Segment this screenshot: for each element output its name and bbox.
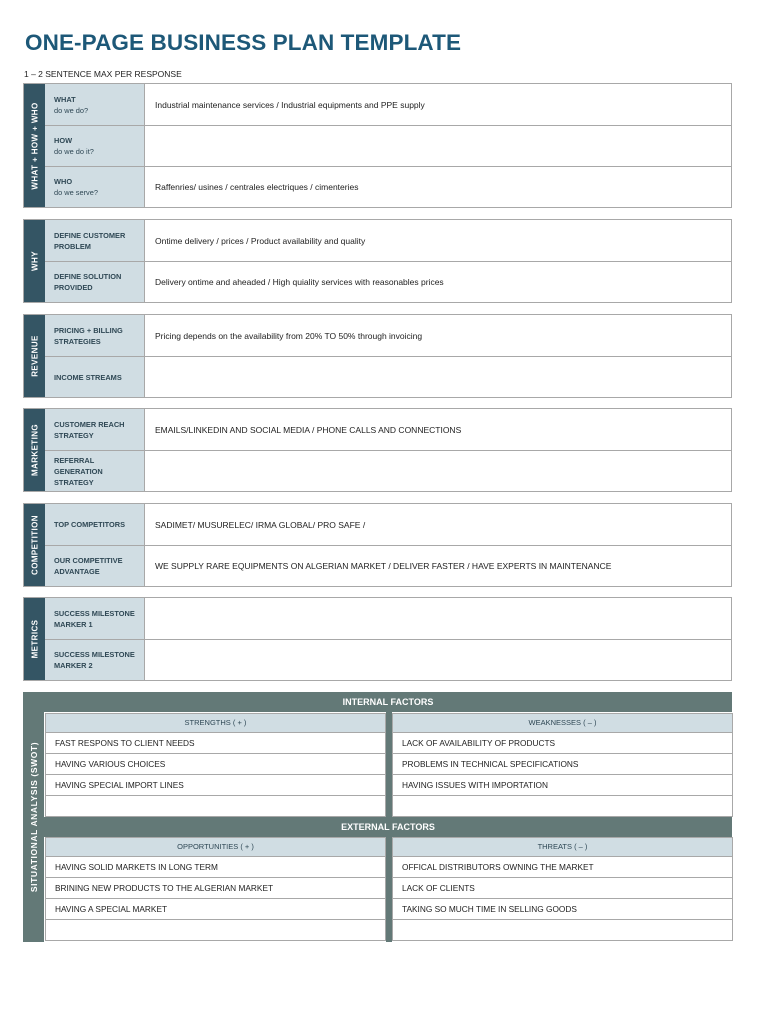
opportunity-item[interactable]: HAVING SOLID MARKETS IN LONG TERM [45, 857, 386, 878]
response-field-who[interactable]: Raffenries/ usines / centrales electriques / cimenteries [155, 182, 359, 192]
strength-item[interactable]: HAVING VARIOUS CHOICES [45, 754, 386, 775]
section-label-text: COMPETITION [30, 515, 39, 575]
opportunities-header: OPPORTUNITIES ( + ) [45, 837, 386, 857]
response-field-milestone-2[interactable] [145, 640, 731, 680]
form-row [45, 261, 731, 302]
weakness-item[interactable]: LACK OF AVAILABILITY OF PRODUCTS [392, 733, 733, 754]
form-row [45, 166, 731, 207]
response-field-milestone-1[interactable] [145, 598, 731, 639]
row-label: CUSTOMER REACH STRATEGY [45, 409, 145, 450]
row-label: DEFINE SOLUTION PROVIDED [45, 262, 145, 302]
external-factors-header: EXTERNAL FACTORS [44, 817, 732, 837]
strengths-header: STRENGTHS ( + ) [45, 713, 386, 733]
weakness-item[interactable]: PROBLEMS IN TECHNICAL SPECIFICATIONS [392, 754, 733, 775]
form-row [45, 356, 731, 397]
section-label-text: MARKETING [30, 423, 39, 477]
response-field-customer-problem[interactable]: Ontime delivery / prices / Product availability and quality [155, 235, 366, 246]
section-label [24, 315, 45, 397]
response-field-how[interactable] [145, 126, 731, 166]
weakness-item[interactable] [392, 796, 733, 817]
section-metrics [23, 597, 732, 681]
row-label: PRICING + BILLING STRATEGIES [45, 315, 145, 356]
row-label [45, 167, 145, 207]
threat-item[interactable]: TAKING SO MUCH TIME IN SELLING GOODS [392, 899, 733, 920]
section-marketing [23, 408, 732, 492]
form-row [45, 220, 731, 261]
section-label-text: WHY [30, 251, 39, 271]
row-label [45, 126, 145, 166]
row-label [45, 84, 145, 125]
strengths-column [45, 713, 386, 817]
response-field-customer-reach[interactable]: EMAILS/LINKEDIN AND SOCIAL MEDIA / PHONE CALLS AND CONNECTIONS [155, 424, 462, 435]
row-label-title: HOW [54, 136, 73, 145]
form-row [45, 84, 731, 125]
row-label: TOP COMPETITORS [45, 504, 145, 545]
form-row [45, 125, 731, 166]
section-why [23, 219, 732, 303]
response-field-advantage[interactable]: WE SUPPLY RARE EQUIPMENTS ON ALGERIAN MARKET / DELIVER FASTER / HAVE EXPERTS IN MAINTENANCE [155, 561, 612, 571]
opportunities-column [45, 837, 386, 941]
instruction-text: 1 – 2 SENTENCE MAX PER RESPONSE [24, 69, 182, 79]
strength-item[interactable]: HAVING SPECIAL IMPORT LINES [45, 775, 386, 796]
swot-label [23, 692, 44, 942]
row-label-sub: do we do it? [54, 147, 94, 156]
weaknesses-column [392, 713, 733, 817]
page-title: ONE-PAGE BUSINESS PLAN TEMPLATE [25, 30, 462, 55]
swot-label-text: SITUATIONAL ANALYSIS (SWOT) [28, 741, 39, 893]
weaknesses-header: WEAKNESSES ( – ) [392, 713, 733, 733]
row-label-sub: do we serve? [54, 188, 98, 197]
response-field-competitors[interactable]: SADIMET/ MUSURELEC/ IRMA GLOBAL/ PRO SAFE / [155, 519, 366, 530]
section-label-text: WHAT + HOW + WHO [30, 101, 39, 190]
row-label: OUR COMPETITIVE ADVANTAGE [45, 546, 145, 586]
response-field-what[interactable]: Industrial maintenance services / Industrial equipments and PPE supply [155, 99, 425, 110]
section-label-text: METRICS [30, 619, 39, 659]
opportunity-item[interactable]: BRINING NEW PRODUCTS TO THE ALGERIAN MARKET [45, 878, 386, 899]
section-competition [23, 503, 732, 587]
row-label: DEFINE CUSTOMER PROBLEM [45, 220, 145, 261]
response-field-referral[interactable] [145, 451, 731, 491]
opportunity-item[interactable]: HAVING A SPECIAL MARKET [45, 899, 386, 920]
section-label [24, 220, 45, 302]
row-label: SUCCESS MILESTONE MARKER 2 [45, 640, 145, 680]
section-revenue [23, 314, 732, 398]
response-field-solution[interactable]: Delivery ontime and aheaded / High quiality services with reasonables prices [155, 277, 444, 287]
form-row [45, 545, 731, 586]
strength-item[interactable]: FAST RESPONS TO CLIENT NEEDS [45, 733, 386, 754]
weakness-item[interactable]: HAVING ISSUES WITH IMPORTATION [392, 775, 733, 796]
internal-factors-header: INTERNAL FACTORS [44, 692, 732, 712]
strength-item[interactable] [45, 796, 386, 817]
opportunity-item[interactable] [45, 920, 386, 941]
section-label [24, 409, 45, 491]
row-label-sub: do we do? [54, 105, 89, 115]
threat-item[interactable]: LACK OF CLIENTS [392, 878, 733, 899]
form-row [45, 315, 731, 356]
section-label-text: REVENUE [30, 335, 39, 377]
threat-item[interactable] [392, 920, 733, 941]
row-label: SUCCESS MILESTONE MARKER 1 [45, 598, 145, 639]
row-label: REFERRAL GENERATION STRATEGY [45, 451, 145, 491]
threats-column [392, 837, 733, 941]
row-label-title: WHAT [54, 94, 76, 104]
form-row [45, 450, 731, 491]
row-label: INCOME STREAMS [45, 357, 145, 397]
response-field-income-streams[interactable] [145, 357, 731, 397]
threat-item[interactable]: OFFICAL DISTRIBUTORS OWNING THE MARKET [392, 857, 733, 878]
row-label-title: WHO [54, 177, 73, 186]
form-row [45, 639, 731, 680]
section-label [24, 84, 45, 207]
swot-section [23, 692, 732, 942]
threats-header: THREATS ( – ) [392, 837, 733, 857]
section-what-how-who [23, 83, 732, 208]
response-field-pricing[interactable]: Pricing depends on the availability from 20% TO 50% through invoicing [155, 330, 423, 341]
section-label [24, 504, 45, 586]
form-row [45, 504, 731, 545]
form-row [45, 598, 731, 639]
section-label [24, 598, 45, 680]
form-row [45, 409, 731, 450]
